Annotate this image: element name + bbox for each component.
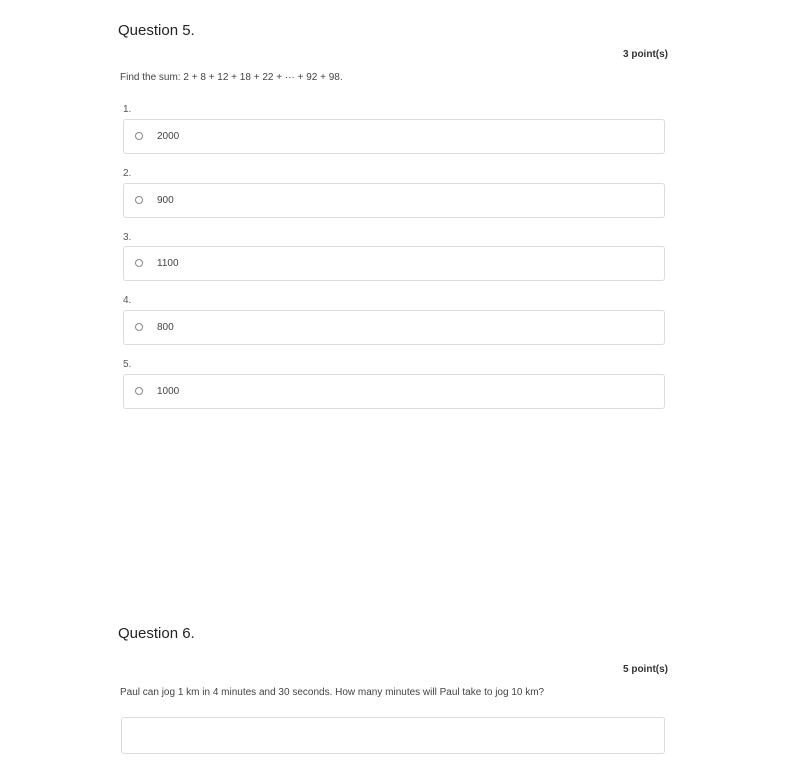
question-number: 5. xyxy=(182,22,195,39)
option-3-label: 1100 xyxy=(157,258,179,269)
option-5-label: 1000 xyxy=(157,386,180,397)
radio-button[interactable] xyxy=(135,132,143,140)
option-3[interactable] xyxy=(123,246,665,281)
answer-input[interactable] xyxy=(121,717,665,754)
option-3-number: 3. xyxy=(123,232,132,243)
option-2-label: 900 xyxy=(157,195,174,206)
question-6-text: Paul can jog 1 km in 4 minutes and 30 seconds. How many minutes will Paul take to jog 10 km? xyxy=(120,687,545,698)
option-4[interactable] xyxy=(123,310,665,345)
option-1-number: 1. xyxy=(123,104,132,115)
option-4-number: 4. xyxy=(123,295,132,306)
option-5[interactable] xyxy=(123,374,665,409)
radio-button[interactable] xyxy=(135,196,143,204)
radio-button[interactable] xyxy=(135,323,143,331)
question-title-prefix: Question xyxy=(118,625,183,642)
option-2[interactable] xyxy=(123,183,665,218)
option-1[interactable] xyxy=(123,119,665,154)
radio-button[interactable] xyxy=(135,387,143,395)
option-4-label: 800 xyxy=(157,322,174,333)
question-title-prefix: Question xyxy=(118,22,183,39)
question-number: 6. xyxy=(182,625,195,642)
radio-button[interactable] xyxy=(135,259,143,267)
option-1-label: 2000 xyxy=(157,131,180,142)
question-5-points: 3 point(s) xyxy=(623,49,668,60)
option-5-number: 5. xyxy=(123,359,132,370)
question-5-text: Find the sum: 2 + 8 + 12 + 18 + 22 + ··· + 92 + 98. xyxy=(120,72,343,83)
question-6-points: 5 point(s) xyxy=(623,664,668,675)
option-2-number: 2. xyxy=(123,168,132,179)
question-6-title xyxy=(118,625,195,642)
question-5-title xyxy=(118,22,195,39)
